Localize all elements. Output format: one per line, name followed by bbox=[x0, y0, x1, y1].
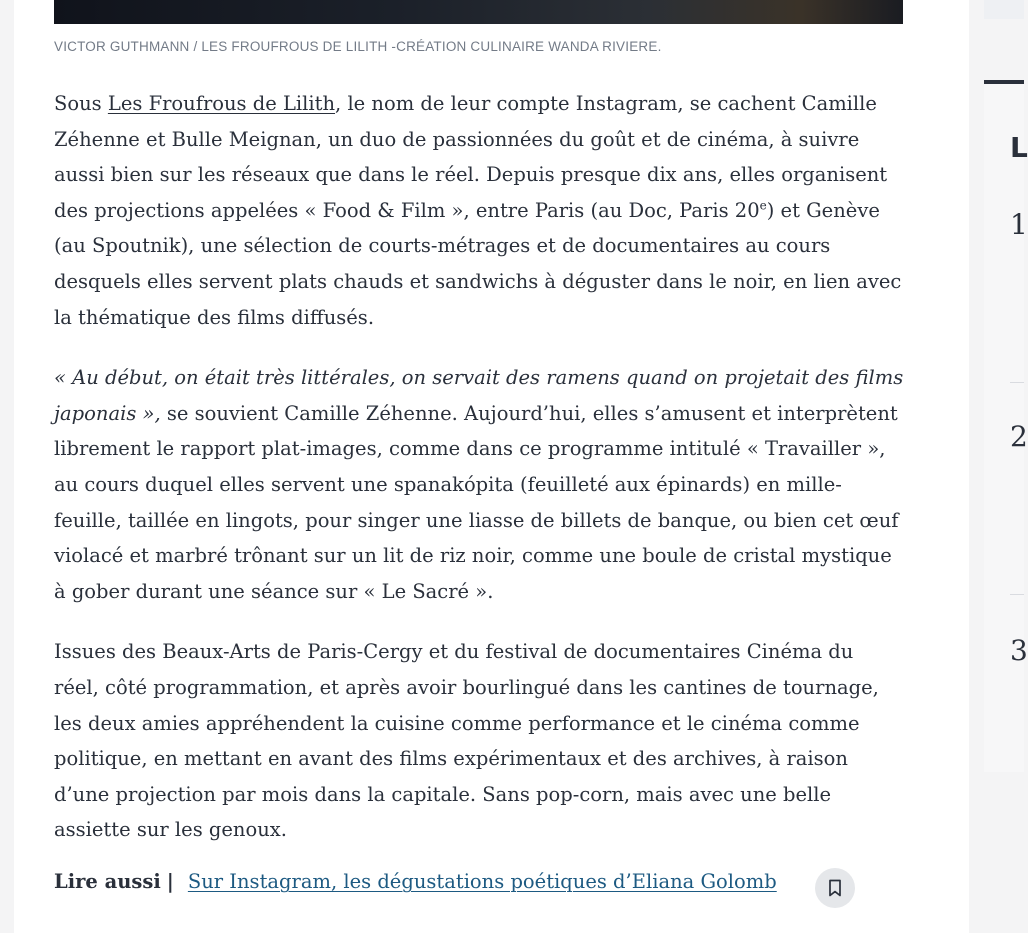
photo-caption: VICTOR GUTHMANN / LES FROUFROUS DE LILITH -CRÉATION CULINAIRE WANDA RIVIERE. bbox=[54, 39, 662, 54]
read-also-link[interactable]: Sur Instagram, les dégustations poétiques d’Eliana Golomb bbox=[187, 870, 777, 893]
article-body bbox=[54, 86, 904, 873]
paragraph-1-text-b: ) et Genève (au Spoutnik), une sélection de courts-métrages et de documentaires au cours desquels elles servent plats chauds et sandwichs à déguster dans le noir, en lien avec la thématique des films diffusés. bbox=[54, 198, 902, 329]
bookmark-icon bbox=[828, 879, 842, 897]
bookmark-button[interactable] bbox=[815, 868, 855, 908]
sidebar-heading: L bbox=[1010, 131, 1028, 164]
read-also-label: Lire aussi bbox=[54, 870, 161, 893]
arrondissement-superscript: e bbox=[759, 198, 767, 213]
paragraph-1-text-start: Sous bbox=[54, 92, 108, 115]
paragraph-3: Issues des Beaux-Arts de Paris-Cergy et du festival de documentaires Cinéma du réel, côté programmation, et après avoir bourlingué dans les cantines de tournage, les deux amies appréhendent la cuisine comme performance et le cinéma comme politique, en mettant en avant des films expérimentaux et des archives, à raison d’une projection par mois dans la capitale. Sans pop-corn, mais avec une belle assiette sur les genoux. bbox=[54, 640, 879, 842]
sidebar-divider bbox=[1010, 594, 1024, 595]
read-also-separator: | bbox=[166, 870, 174, 893]
sidebar-item-1-number[interactable]: 1 bbox=[1010, 208, 1028, 241]
paragraph-2 bbox=[54, 360, 904, 609]
sidebar-divider bbox=[1010, 382, 1024, 383]
instagram-account-link[interactable]: Les Froufrous de Lilith bbox=[107, 92, 336, 115]
sidebar-item-3-number[interactable]: 3 bbox=[1010, 634, 1028, 667]
sidebar-item-2-number[interactable]: 2 bbox=[1010, 420, 1028, 453]
paragraph-1-text-a: , le nom de leur compte Instagram, se cachent Camille Zéhenne et Bulle Meignan, un duo de passionnées du goût et de cinéma, à suivre aussi bien sur les réseaux que dans le réel. Depuis presque dix ans, elles organisent des projections appelées « Food & Film », entre Paris (au Doc, Paris 20 bbox=[54, 92, 888, 222]
sidebar-top-block bbox=[984, 0, 1024, 19]
sidebar-top-rule bbox=[984, 80, 1024, 84]
sidebar bbox=[984, 0, 1028, 933]
paragraph-2-text: se souvient Camille Zéhenne. Aujourd’hui, elles s’amusent et interprètent librement le rapport plat-images, comme dans ce programme intitulé « Travailler », au cours duquel elles servent une spanakópita (feuilleté aux épinards) en mille-feuille, taillée en lingots, pour singer une liasse de billets de banque, ou bien cet œuf violacé et marbré trônant sur un lit de riz noir, comme une boule de cristal mystique à gober durant une séance sur « Le Sacré ». bbox=[54, 401, 899, 603]
article-photo bbox=[54, 0, 903, 24]
read-also bbox=[54, 870, 904, 893]
quote-text: « Au début, on était très littérales, on servait des ramens quand on projetait des films japonais », bbox=[54, 366, 904, 425]
paragraph-1 bbox=[54, 86, 904, 335]
